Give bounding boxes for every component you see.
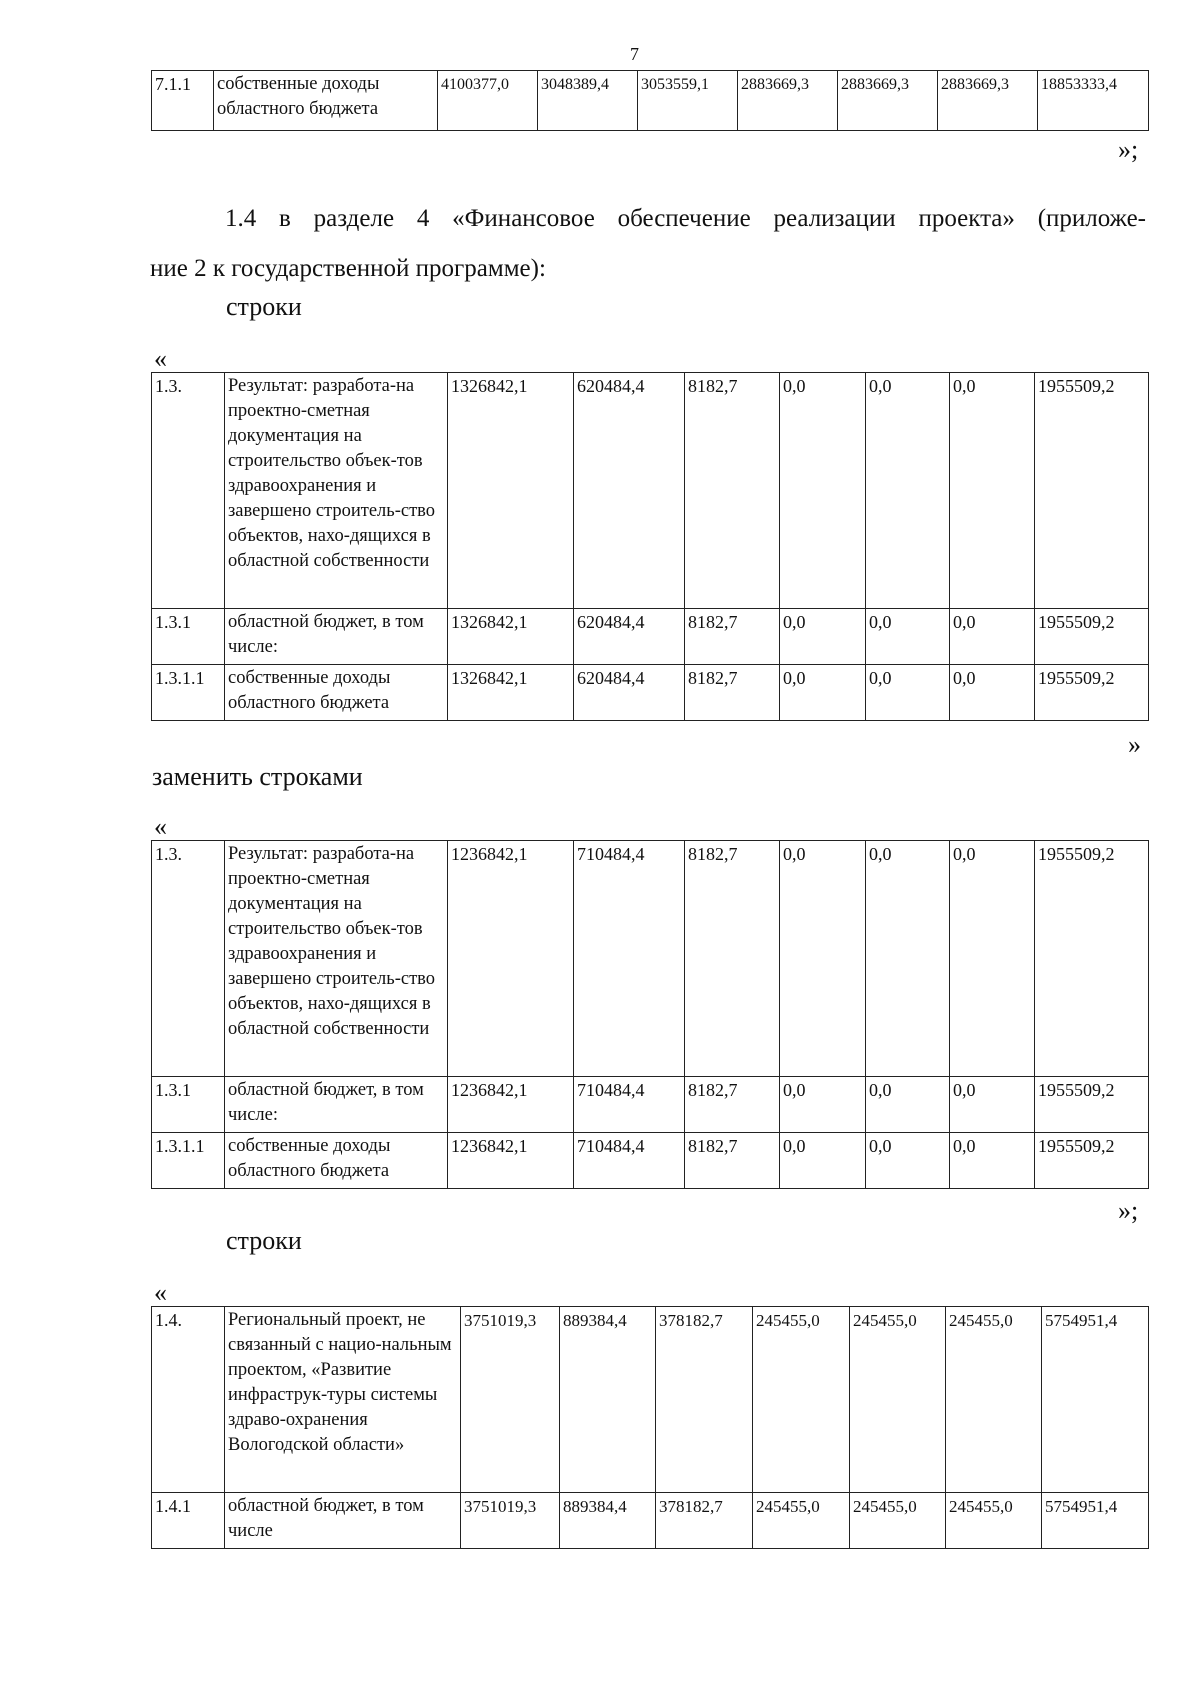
cell-value: 710484,4 <box>574 1133 685 1189</box>
cell-value: 0,0 <box>950 665 1035 721</box>
cell-value: 1236842,1 <box>448 1077 574 1133</box>
cell-value: 0,0 <box>866 1077 950 1133</box>
cell-value: 0,0 <box>780 665 866 721</box>
rows-label: строки <box>226 1226 302 1255</box>
cell-value: 1326842,1 <box>448 609 574 665</box>
cell-value: 0,0 <box>950 841 1035 1077</box>
cell-value: 0,0 <box>866 841 950 1077</box>
cell-value: 889384,4 <box>560 1493 656 1549</box>
cell-value: 0,0 <box>950 1133 1035 1189</box>
cell-value: 2883669,3 <box>838 71 938 131</box>
row-code: 1.4. <box>152 1307 225 1493</box>
cell-value: 0,0 <box>950 373 1035 609</box>
cell-value: 1955509,2 <box>1035 373 1149 609</box>
cell-value: 378182,7 <box>656 1493 753 1549</box>
cell-value: 620484,4 <box>574 665 685 721</box>
cell-value: 18853333,4 <box>1038 71 1149 131</box>
cell-value: 8182,7 <box>685 1133 780 1189</box>
row-code: 1.3. <box>152 373 225 609</box>
row-code: 1.3.1 <box>152 609 225 665</box>
cell-value: 0,0 <box>780 1133 866 1189</box>
table-row <box>152 665 1149 721</box>
cell-value: 1236842,1 <box>448 841 574 1077</box>
cell-value: 2883669,3 <box>738 71 838 131</box>
cell-value: 889384,4 <box>560 1307 656 1493</box>
cell-value: 0,0 <box>866 665 950 721</box>
cell-value: 710484,4 <box>574 1077 685 1133</box>
cell-value: 1955509,2 <box>1035 665 1149 721</box>
cell-value: 3053559,1 <box>638 71 738 131</box>
row-name: областной бюджет, в том числе: <box>225 609 448 665</box>
row-code: 1.3. <box>152 841 225 1077</box>
cell-value: 245455,0 <box>753 1307 850 1493</box>
cell-value: 1326842,1 <box>448 665 574 721</box>
cell-value: 4100377,0 <box>438 71 538 131</box>
intro-line-1: 1.4 в разделе 4 «Финансовое обеспечение реализации проекта» (приложе- <box>225 205 1146 232</box>
row-name: областной бюджет, в том числе: <box>225 1077 448 1133</box>
open-quote: « <box>154 344 167 373</box>
cell-value: 0,0 <box>866 1133 950 1189</box>
cell-value: 0,0 <box>866 609 950 665</box>
cell-value: 620484,4 <box>574 373 685 609</box>
open-quote: « <box>154 1278 167 1307</box>
table-row <box>152 1133 1149 1189</box>
cell-value: 5754951,4 <box>1042 1307 1149 1493</box>
cell-value: 1955509,2 <box>1035 841 1149 1077</box>
table-row <box>152 1493 1149 1549</box>
row-code: 1.3.1 <box>152 1077 225 1133</box>
table-row <box>152 373 1149 609</box>
row-name: Результат: разработа-на проектно-сметная документация на строительство объек-тов здравоохранения и завершено строитель-ство объектов, нахо-дящихся в областной собственности <box>225 841 448 1077</box>
row-name: областной бюджет, в том числе <box>225 1493 461 1549</box>
cell-value: 245455,0 <box>753 1493 850 1549</box>
cell-value: 1326842,1 <box>448 373 574 609</box>
table-row <box>152 609 1149 665</box>
table-bottom <box>151 1306 1149 1549</box>
table-old-rows <box>151 372 1149 721</box>
cell-value: 245455,0 <box>850 1307 946 1493</box>
cell-value: 8182,7 <box>685 665 780 721</box>
intro-line-2: ние 2 к государственной программе): <box>150 255 546 282</box>
intro-paragraph <box>150 194 1146 294</box>
table-row <box>152 841 1149 1077</box>
cell-value: 245455,0 <box>946 1307 1042 1493</box>
cell-value: 0,0 <box>780 609 866 665</box>
table-top <box>151 70 1149 131</box>
cell-value: 245455,0 <box>946 1493 1042 1549</box>
cell-value: 0,0 <box>950 609 1035 665</box>
table-new-rows <box>151 840 1149 1189</box>
row-code: 1.3.1.1 <box>152 665 225 721</box>
table-row <box>152 1307 1149 1493</box>
cell-value: 620484,4 <box>574 609 685 665</box>
cell-value: 8182,7 <box>685 609 780 665</box>
row-code: 1.3.1.1 <box>152 1133 225 1189</box>
row-code: 7.1.1 <box>152 71 214 131</box>
close-quote: » <box>1128 730 1141 759</box>
cell-value: 1955509,2 <box>1035 609 1149 665</box>
row-name: Результат: разработа-на проектно-сметная документация на строительство объек-тов здравоохранения и завершено строитель-ство объектов, нахо-дящихся в областной собственности <box>225 373 448 609</box>
cell-value: 5754951,4 <box>1042 1493 1149 1549</box>
cell-value: 3751019,3 <box>461 1307 560 1493</box>
cell-value: 378182,7 <box>656 1307 753 1493</box>
cell-value: 3048389,4 <box>538 71 638 131</box>
cell-value: 245455,0 <box>850 1493 946 1549</box>
close-quote: »; <box>1118 135 1139 164</box>
cell-value: 2883669,3 <box>938 71 1038 131</box>
cell-value: 0,0 <box>780 373 866 609</box>
page-number: 7 <box>630 44 639 64</box>
table-row <box>152 1077 1149 1133</box>
cell-value: 0,0 <box>780 841 866 1077</box>
cell-value: 0,0 <box>866 373 950 609</box>
cell-value: 8182,7 <box>685 1077 780 1133</box>
cell-value: 8182,7 <box>685 841 780 1077</box>
cell-value: 710484,4 <box>574 841 685 1077</box>
cell-value: 8182,7 <box>685 373 780 609</box>
row-name: Региональный проект, не связанный с нацио-нальным проектом, «Развитие инфраструк-туры системы здраво-охранения Вологодской области» <box>225 1307 461 1493</box>
close-quote: »; <box>1118 1196 1139 1225</box>
row-code: 1.4.1 <box>152 1493 225 1549</box>
cell-value: 1236842,1 <box>448 1133 574 1189</box>
cell-value: 0,0 <box>780 1077 866 1133</box>
cell-value: 1955509,2 <box>1035 1077 1149 1133</box>
cell-value: 1955509,2 <box>1035 1133 1149 1189</box>
cell-value: 3751019,3 <box>461 1493 560 1549</box>
rows-label: строки <box>226 292 302 321</box>
table-row <box>152 71 1149 131</box>
cell-value: 0,0 <box>950 1077 1035 1133</box>
row-name: собственные доходы областного бюджета <box>225 1133 448 1189</box>
row-name: собственные доходы областного бюджета <box>225 665 448 721</box>
row-name: собственные доходы областного бюджета <box>214 71 438 131</box>
open-quote: « <box>154 812 167 841</box>
replace-label: заменить строками <box>152 762 363 791</box>
